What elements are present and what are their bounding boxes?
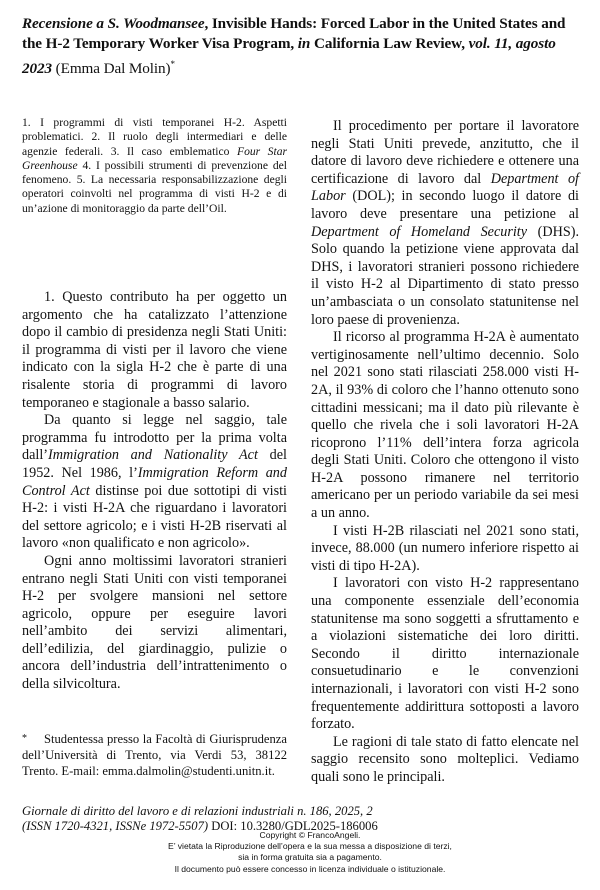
copyright-line-2: E’ vietata la Riproduzione dell’opera e la sua messa a disposizione di terzi, [168,841,452,852]
title-review-of: Recensione a S. Woodmansee [22,15,205,32]
journal-line-1: Giornale di diritto del lavoro e di relazioni industriali n. 186, 2025, 2 [22,804,373,818]
copyright-line-3: sia in forma gratuita sia a pagamento. [238,852,382,863]
text-segment: (DHS). Solo quando la petizione viene approvata dal DHS, i lavoratori stranieri possono richiedere il visto H-2 al Dipartimento di stato presso un’ambasciata o un consolato statunitense nel loro paese di provenienza. [311,223,579,328]
paragraph [22,412,287,553]
issn: (ISSN 1720-4321, ISSNe 1972-5507) [22,818,209,833]
title-book-name: , Invisible Hands: Forced Labor in the United States and the H-2 Temporary Worker Visa Program, [22,15,566,52]
paragraph [311,118,579,329]
title-author: (Emma Dal Molin) [51,60,171,78]
left-column [22,289,287,694]
paragraph: 1. Questo contributo ha per oggetto un argomento che ha catalizzato l’attenzione dopo il cambio di presidenza negli Stati Uniti: il programma di visti per il lavoro che viene indicato con la sigla H-2 che è parte di una risalente storia di programmi di lavoro temporaneo e stagionale a basso salario. [22,289,287,411]
footnote-mark: * [22,733,27,744]
summary-italic-case: Four Star Greenhouse [22,144,288,172]
summary-block [22,116,287,216]
paragraph: I visti H-2B rilasciati nel 2021 sono stati, invece, 88.000 (un numero inferiore rispetto ai visti di tipo H-2A). [311,522,579,574]
agency-name: Department of Homeland Security [311,223,528,240]
doi: DOI: 10.3280/GDL2025-186006 [208,818,378,833]
paragraph: I lavoratori con visto H-2 rappresentano una componente essenziale dell’economia statunitense ma sono soggetti a sfruttamento e a violazioni sistematiche dei loro diritti. Secondo il diritto internazionale consuetudinario e le convenzioni internazionali, i lavoratori con visti H-2 sono frequentemente addirittura sottoposti a lavoro forzato. [311,575,579,733]
title-in: in [297,35,311,52]
summary-text-2: 4. I possibili strumenti di prevenzione del fenomeno. 5. La necessaria responsabilizzazione degli operatori coinvolti nel programma di visti H-2 e di un’azione di monitoraggio da parte dell’Oil. [22,158,287,215]
text-segment: distinse poi due sottotipi di visti H-2: i visti H-2A che riguardano i lavoratori del settore agricolo; e i visti H-2B riservati al lavoro «non qualificato e non agricolo». [22,482,287,552]
text-segment: Il procedimento per portare il lavoratore negli Stati Uniti prevede, anzitutto, che il datore di lavoro deve richiedere e ottenere una certificazione di lavoro dal [311,118,579,187]
footnote-text: Studentessa presso la Facoltà di Giurisprudenza dell’Università di Trento, via Verdi 53, 38122 Trento. E-mail: emma.dalmolin@studenti.unitn.it. [22,732,287,778]
text-segment: del 1952. Nel 1986, l’ [22,447,287,481]
title-journal-name: California Law Review, [310,35,469,52]
article-title [22,14,578,79]
text-segment: Da quanto si legge nel saggio, tale programma fu introdotto per la prima volta dall’ [22,412,287,464]
copyright-notice [100,830,520,875]
paragraph: Le ragioni di tale stato di fatto elencate nel saggio recensito sono molteplici. Vediamo quali sono le principali. [311,733,579,785]
right-column [311,118,579,787]
act-name: Immigration Reform and Control Act [22,464,287,499]
agency-name: Department of Labor [311,170,579,205]
author-footnote-mark: * [170,59,175,69]
paragraph: Ogni anno moltissimi lavoratori stranieri entrano negli Stati Uniti con visti temporanei H-2 per svolgere mansioni nel settore agricolo, oppure per eseguire lavori nell’ambito dei servizi alimentari, dell’edilizia, del giardinaggio, pulizie o ancora dell’industria dell’intrattenimento o della silvicoltura. [22,552,287,693]
act-name: Immigration and Nationality Act [48,447,258,464]
copyright-line-1: Copyright © FrancoAngeli. [259,830,361,840]
footnote [22,731,287,779]
paragraph: Il ricorso al programma H-2A è aumentato vertiginosamente nell’ultimo decennio. Solo nel 2021 sono stati rilasciati 258.000 visti H-2A, il 93% di coloro che l’hanno ottenuto sono cittadini messicani; ma il dato più rilevante è quello che rivela che i soli lavoratori H-2A ricoprono l’11% dell’intera forza agricola degli Stati Uniti. Coloro che ottengono il visto H-2A possono rimanere nel territorio americano per un periodo variabile da sei mesi a un anno. [311,329,579,522]
title-volume: vol. 11, agosto 2023 [22,35,556,78]
summary-text-1: 1. I programmi di visti temporanei H-2. Aspetti problematici. 2. Il ruolo degli intermediari e delle agenzie federali. 3. Il caso emblematico [22,116,287,158]
text-segment: (DOL); in secondo luogo il datore di lavoro deve presentare una petizione al [311,188,579,222]
copyright-line-4: Il documento può essere concesso in licenza individuale o istituzionale. [174,863,446,874]
